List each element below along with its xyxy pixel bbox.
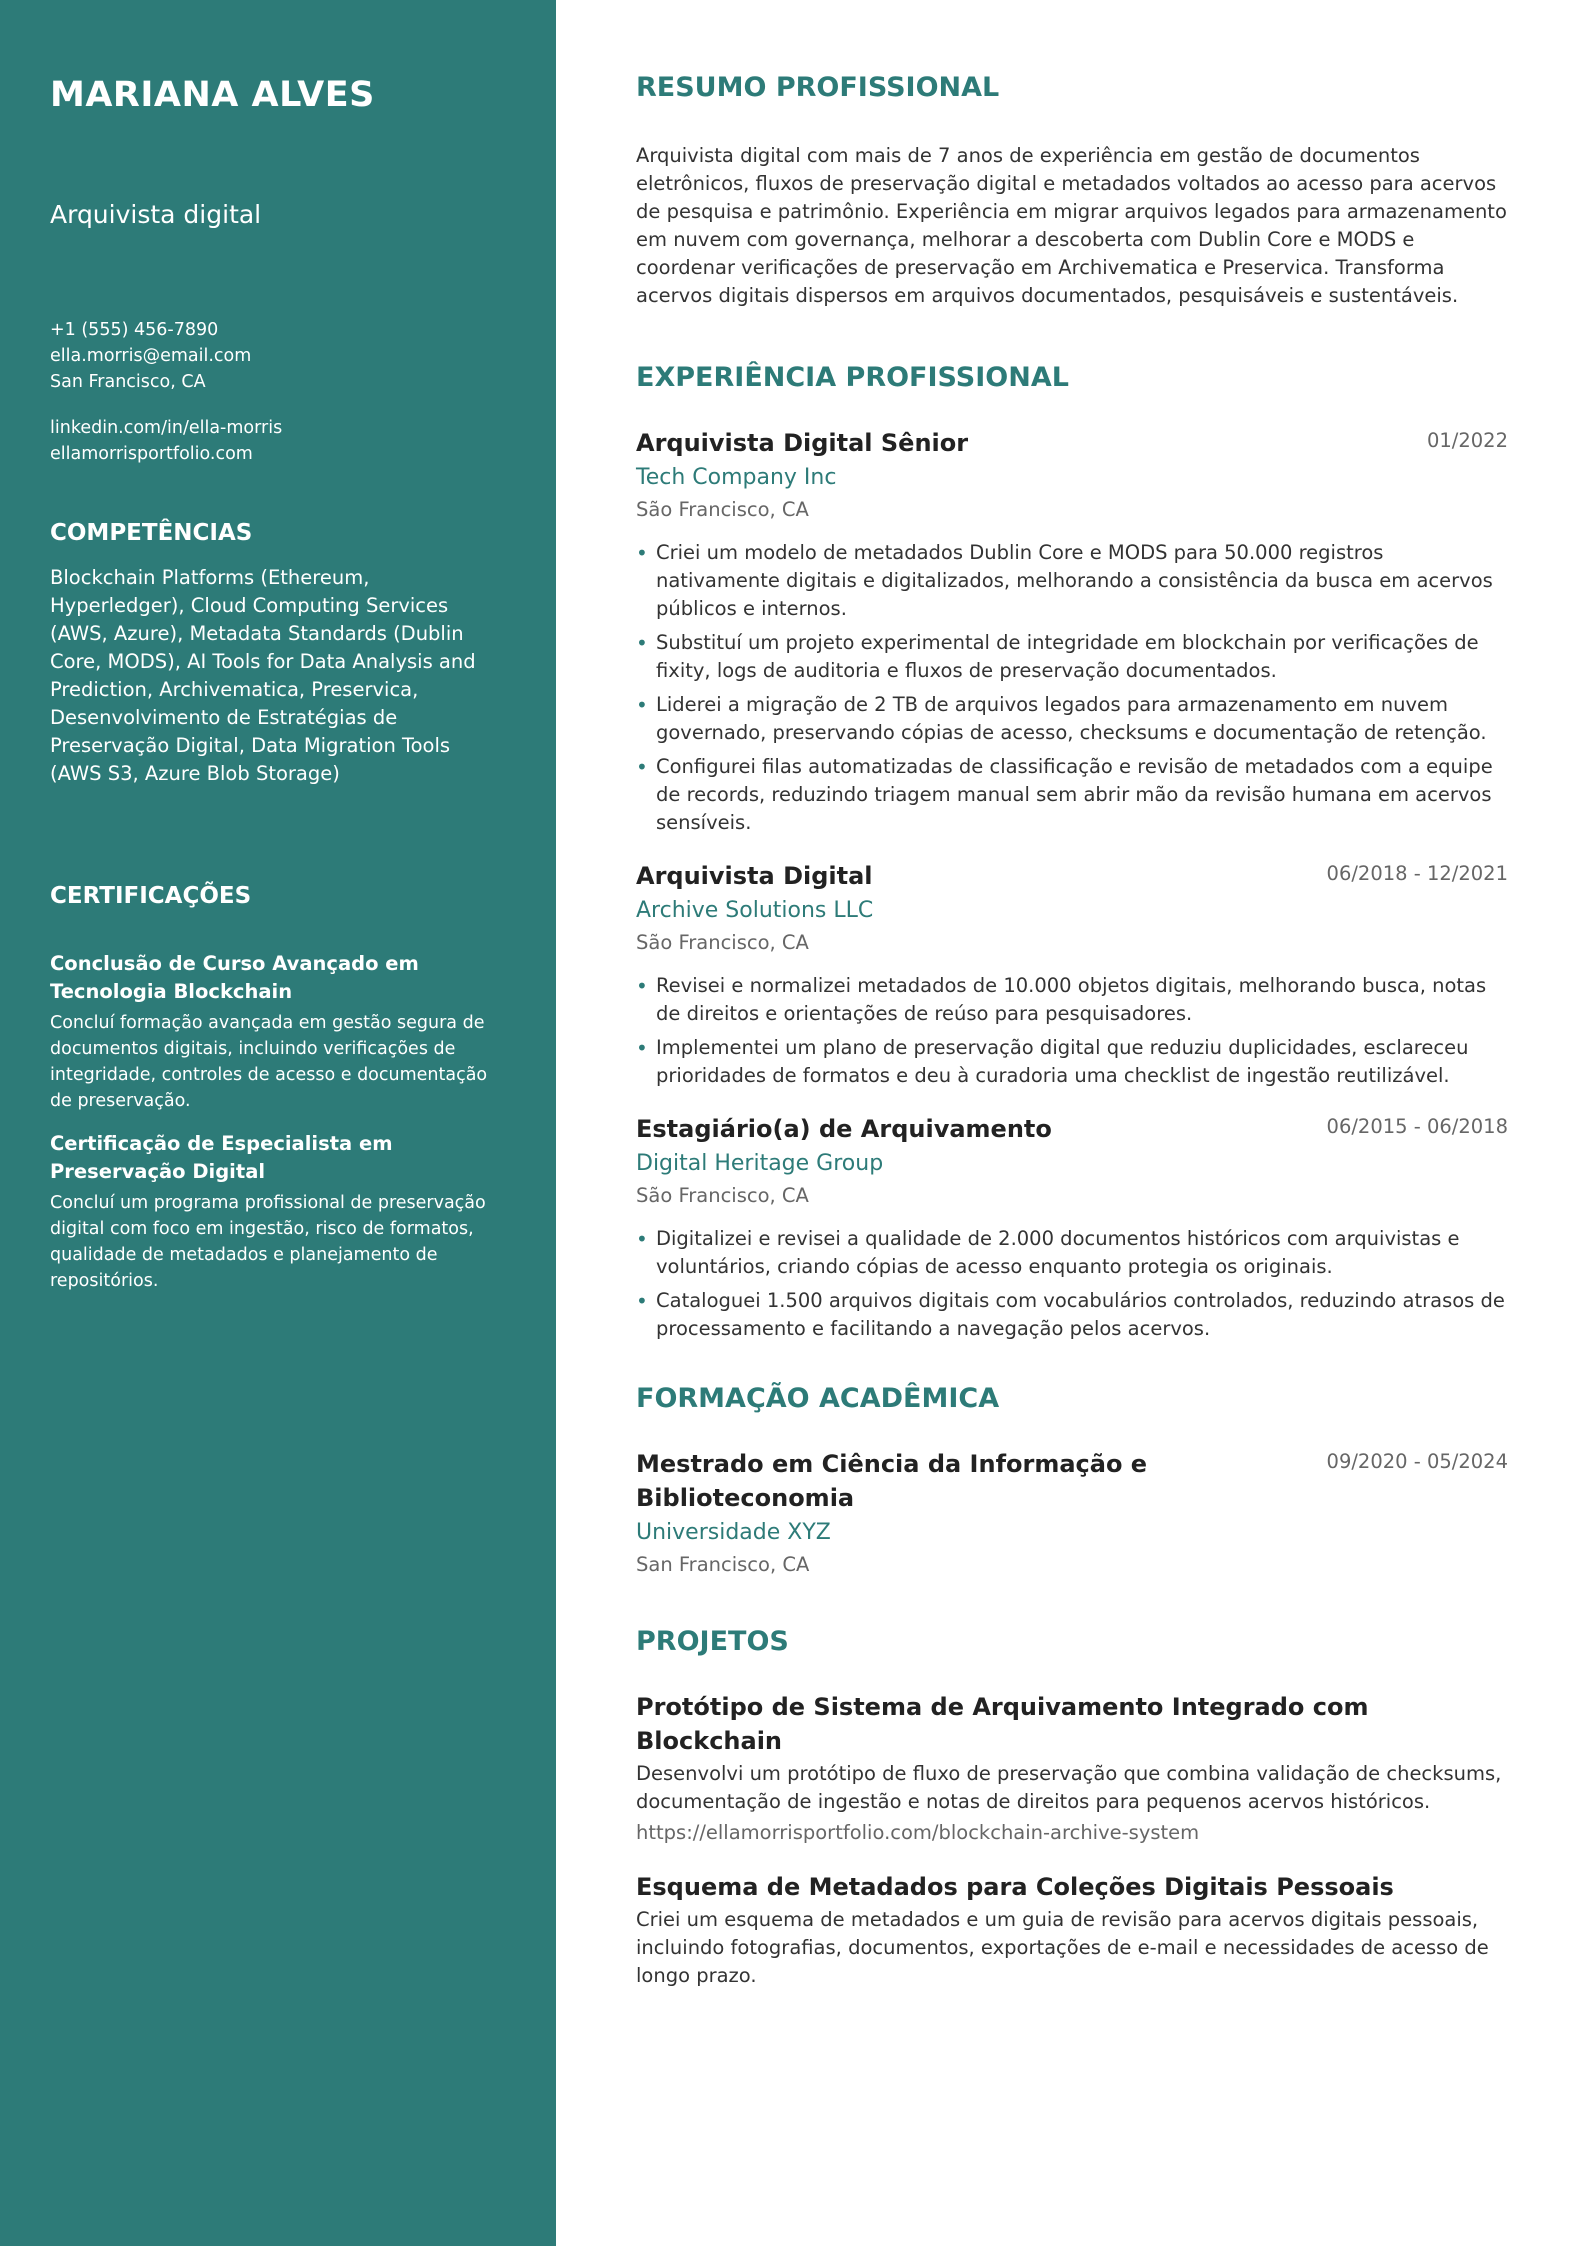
project-entry	[636, 1870, 1508, 1990]
skills-heading: COMPETÊNCIAS	[50, 520, 253, 546]
bullet-text: Implementei um plano de preservação digital que reduziu duplicidades, esclareceu prioridades de formatos e deu à curadoria uma checklist de ingestão reutilizável.	[656, 1036, 1469, 1087]
summary-heading: RESUMO PROFISSIONAL	[636, 72, 1000, 103]
education-entry	[636, 1447, 1508, 1580]
job-company: Digital Heritage Group	[636, 1151, 884, 1176]
job-title: Arquivista Digital Sênior	[636, 429, 969, 457]
skills-text: Blockchain Platforms (Ethereum, Hyperledger), Cloud Computing Services (AWS, Azure), Metadata Standards (Dublin Core, MODS), AI Tools for Data Analysis and Prediction, Archivematica, Preservica, Desenvolvimento de Estratégias de Preservação Digital, Data Migration Tools (AWS S3, Azure Blob Storage)	[50, 566, 476, 785]
list-item	[636, 1225, 1508, 1281]
sidebar	[0, 0, 556, 2246]
certification-description: Concluí formação avançada em gestão segura de documentos digitais, incluindo verificações de integridade, controles de acesso e documentação de preservação.	[50, 1013, 488, 1111]
main-content	[636, 0, 1508, 2012]
job-bullets	[636, 1225, 1508, 1343]
bullet-icon: •	[636, 631, 648, 655]
job-entry	[636, 426, 1508, 837]
list-item	[636, 753, 1508, 837]
contact-location: San Francisco, CA	[50, 372, 206, 392]
job-date: 06/2018 - 12/2021	[1326, 862, 1508, 885]
project-entry	[636, 1690, 1508, 1848]
bullet-icon: •	[636, 1227, 648, 1251]
certifications-heading: CERTIFICAÇÕES	[50, 883, 252, 909]
bullet-text: Liderei a migração de 2 TB de arquivos legados para armazenamento em nuvem governado, preservando cópias de acesso, checksums e documentação de retenção.	[656, 693, 1487, 744]
certification-item	[50, 1130, 506, 1294]
certification-description: Concluí um programa profissional de preservação digital com foco em ingestão, risco de formatos, qualidade de metadados e planejamento de repositórios.	[50, 1193, 486, 1291]
education-location: San Francisco, CA	[636, 1553, 810, 1576]
education-heading: FORMAÇÃO ACADÊMICA	[636, 1383, 1000, 1414]
project-description: Criei um esquema de metadados e um guia de revisão para acervos digitais pessoais, incluindo fotografias, documentos, exportações de e-mail e necessidades de acesso de longo prazo.	[636, 1908, 1489, 1987]
bullet-icon: •	[636, 974, 648, 998]
list-item	[636, 972, 1508, 1028]
job-title: Estagiário(a) de Arquivamento	[636, 1115, 1052, 1143]
contact-block	[50, 317, 506, 467]
education-school: Universidade XYZ	[636, 1520, 831, 1545]
job-title: Arquivista Digital	[636, 862, 873, 890]
bullet-text: Substituí um projeto experimental de integridade em blockchain por verificações de fixity, logs de auditoria e fluxos de preservação documentados.	[656, 631, 1479, 682]
bullet-icon: •	[636, 541, 648, 565]
bullet-icon: •	[636, 755, 648, 779]
list-item	[636, 539, 1508, 623]
job-entry	[636, 1112, 1508, 1343]
job-bullets	[636, 972, 1508, 1090]
job-company: Archive Solutions LLC	[636, 898, 874, 923]
project-link[interactable]: https://ellamorrisportfolio.com/blockchain-archive-system	[636, 1821, 1200, 1844]
experience-heading: EXPERIÊNCIA PROFISSIONAL	[636, 362, 1069, 393]
list-item	[636, 691, 1508, 747]
list-item	[636, 1287, 1508, 1343]
project-description: Desenvolvi um protótipo de fluxo de preservação que combina validação de checksums, documentação de ingestão e notas de direitos para pequenos acervos históricos.	[636, 1762, 1502, 1813]
job-bullets	[636, 539, 1508, 837]
job-location: São Francisco, CA	[636, 931, 809, 954]
experience-list	[636, 426, 1508, 1343]
bullet-icon: •	[636, 1036, 648, 1060]
bullet-text: Revisei e normalizei metadados de 10.000 objetos digitais, melhorando busca, notas de direitos e orientações de reúso para pesquisadores.	[656, 974, 1487, 1025]
job-company: Tech Company Inc	[636, 465, 837, 490]
list-item	[636, 629, 1508, 685]
bullet-text: Digitalizei e revisei a qualidade de 2.000 documentos históricos com arquivistas e voluntários, criando cópias de acesso enquanto protegia os originais.	[656, 1227, 1460, 1278]
projects-heading: PROJETOS	[636, 1626, 789, 1657]
contact-phone: +1 (555) 456-7890	[50, 320, 219, 340]
job-location: São Francisco, CA	[636, 498, 809, 521]
bullet-text: Configurei filas automatizadas de classificação e revisão de metadados com a equipe de records, reduzindo triagem manual sem abrir mão da revisão humana em acervos sensíveis.	[656, 755, 1493, 834]
certification-title: Conclusão de Curso Avançado em Tecnologia Blockchain	[50, 952, 419, 1003]
bullet-icon: •	[636, 1289, 648, 1313]
projects-list	[636, 1690, 1508, 1990]
contact-portfolio[interactable]: ellamorrisportfolio.com	[50, 444, 253, 464]
education-date: 09/2020 - 05/2024	[1326, 1450, 1508, 1473]
contact-email[interactable]: ella.morris@email.com	[50, 346, 252, 366]
job-entry	[636, 859, 1508, 1090]
project-title: Protótipo de Sistema de Arquivamento Integrado com Blockchain	[636, 1693, 1369, 1755]
project-title: Esquema de Metadados para Coleções Digitais Pessoais	[636, 1873, 1394, 1901]
bullet-text: Criei um modelo de metadados Dublin Core e MODS para 50.000 registros nativamente digitais e digitalizados, melhorando a consistência da busca em acervos públicos e internos.	[656, 541, 1493, 620]
candidate-role: Arquivista digital	[50, 200, 262, 229]
certification-title: Certificação de Especialista em Preservação Digital	[50, 1132, 393, 1183]
bullet-icon: •	[636, 693, 648, 717]
certifications-list	[50, 950, 506, 1294]
certification-item	[50, 950, 506, 1114]
summary-text: Arquivista digital com mais de 7 anos de experiência em gestão de documentos eletrônicos, fluxos de preservação digital e metadados voltados ao acesso para acervos de pesquisa e patrimônio. Experiência em migrar arquivos legados para armazenamento em nuvem com governança, melhorar a descoberta com Dublin Core e MODS e coordenar verificações de preservação em Archivematica e Preservica. Transforma acervos digitais dispersos em arquivos documentados, pesquisáveis e sustentáveis.	[636, 144, 1507, 307]
list-item	[636, 1034, 1508, 1090]
job-location: São Francisco, CA	[636, 1184, 809, 1207]
bullet-text: Cataloguei 1.500 arquivos digitais com vocabulários controlados, reduzindo atrasos de processamento e facilitando a navegação pelos acervos.	[656, 1289, 1505, 1340]
contact-linkedin[interactable]: linkedin.com/in/ella-morris	[50, 418, 283, 438]
job-date: 01/2022	[1426, 429, 1508, 452]
education-title: Mestrado em Ciência da Informação e Biblioteconomia	[636, 1450, 1148, 1512]
candidate-name: MARIANA ALVES	[50, 75, 375, 115]
job-date: 06/2015 - 06/2018	[1326, 1115, 1508, 1138]
